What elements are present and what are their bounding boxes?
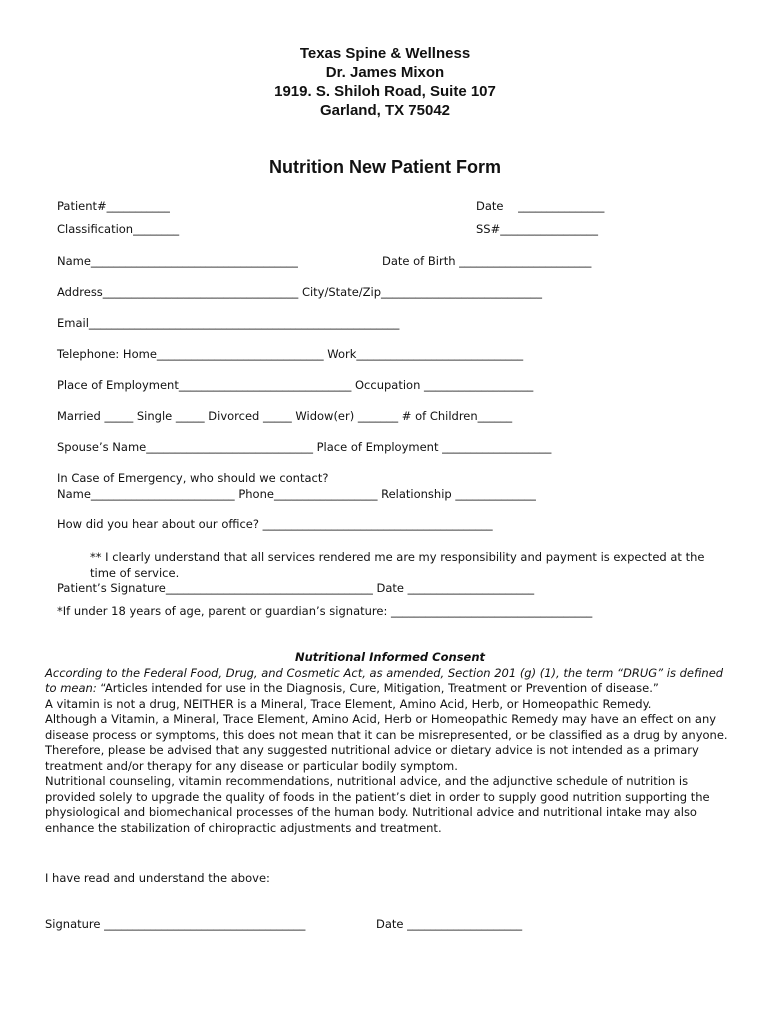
clinic-city: Garland, TX 75042 (319, 102, 451, 119)
consent-paragraph-2: Although a Vitamin, a Mineral, Trace Element, Amino Acid, Herb or Homeopathic Remedy may have an effect on any disease process or symptoms, this does not mean that it can be misrepresented, or be classified as a drug by anyone. (45, 712, 728, 742)
telephone-field[interactable]: Telephone: Home_____________________________ Work_____________________________ (57, 347, 524, 361)
ss-field[interactable]: SS#_________________ (476, 222, 598, 236)
consent-intro-quote: “Articles intended for use in the Diagnosis, Cure, Mitigation, Treatment or Prevention of disease.” (96, 681, 659, 695)
clinic-address: 1919. S. Shiloh Road, Suite 107 (274, 83, 496, 100)
consent-signature-field[interactable]: Signature ___________________________________ (45, 917, 306, 931)
name-field[interactable]: Name____________________________________ (57, 254, 298, 268)
spouse-field[interactable]: Spouse’s Name_____________________________ Place of Employment ___________________ (57, 440, 552, 454)
consent-intro: According to the Federal Food, Drug, and Cosmetic Act, as amended, Section 201 (g) (1), the term “DRUG” is defined to mean: (45, 665, 724, 695)
consent-paragraph-3: Therefore, please be advised that any suggested nutritional advice or dietary advice is not intended as a primary treatment and/or therapy for any disease or particular bodily symptom. (45, 743, 699, 773)
consent-date-field[interactable]: Date ____________________ (376, 917, 523, 931)
referral-field[interactable]: How did you hear about our office? ________________________________________ (57, 517, 493, 531)
consent-paragraph-1: A vitamin is not a drug, NEITHER is a Mineral, Trace Element, Amino Acid, Herb, or Homeopathic Remedy. (45, 696, 652, 711)
patient-signature-field[interactable]: Patient’s Signature____________________________________ Date ______________________ (57, 581, 535, 595)
emergency-contact-field[interactable]: Name_________________________ Phone__________________ Relationship ______________ (57, 487, 536, 501)
acknowledgement: I have read and understand the above: (45, 871, 270, 885)
date-field[interactable]: Date _______________ (476, 199, 605, 213)
consent-paragraph-4: Nutritional counseling, vitamin recommendations, nutritional advice, and the adjunctive schedule of nutrition is provided solely to upgrade the quality of foods in the patient’s diet in order to supply good nutrition supporting the physiological and biomechanical processes of the human body. Nutritional advice and nutritional intake may also enhance the stabilization of chiropractic adjustments and treatment. (45, 774, 710, 835)
guardian-signature-field[interactable]: *If under 18 years of age, parent or guardian’s signature: ___________________________________ (57, 604, 593, 618)
form-title: Nutrition New Patient Form (268, 157, 501, 177)
clinic-name: Texas Spine & Wellness (299, 45, 471, 62)
responsibility-statement: ** I clearly understand that all services rendered me are my responsibility and payment is expected at the (90, 550, 705, 564)
employment-field[interactable]: Place of Employment______________________________ Occupation ___________________ (57, 378, 534, 392)
responsibility-statement-cont: time of service. (90, 566, 180, 580)
consent-section (45, 650, 735, 836)
classification-field[interactable]: Classification________ (57, 222, 180, 236)
consent-title: Nutritional Informed Consent (294, 650, 486, 664)
emergency-question: In Case of Emergency, who should we contact? (57, 471, 329, 485)
address-field[interactable]: Address__________________________________ City/State/Zip____________________________ (57, 285, 543, 299)
doctor-name: Dr. James Mixon (325, 64, 445, 81)
marital-status-field[interactable]: Married _____ Single _____ Divorced _____ Widow(er) _______ # of Children______ (57, 409, 513, 423)
email-field[interactable]: Email______________________________________________________ (57, 316, 400, 330)
patient-number-field[interactable]: Patient#___________ (57, 199, 170, 213)
dob-field[interactable]: Date of Birth _______________________ (382, 254, 592, 268)
